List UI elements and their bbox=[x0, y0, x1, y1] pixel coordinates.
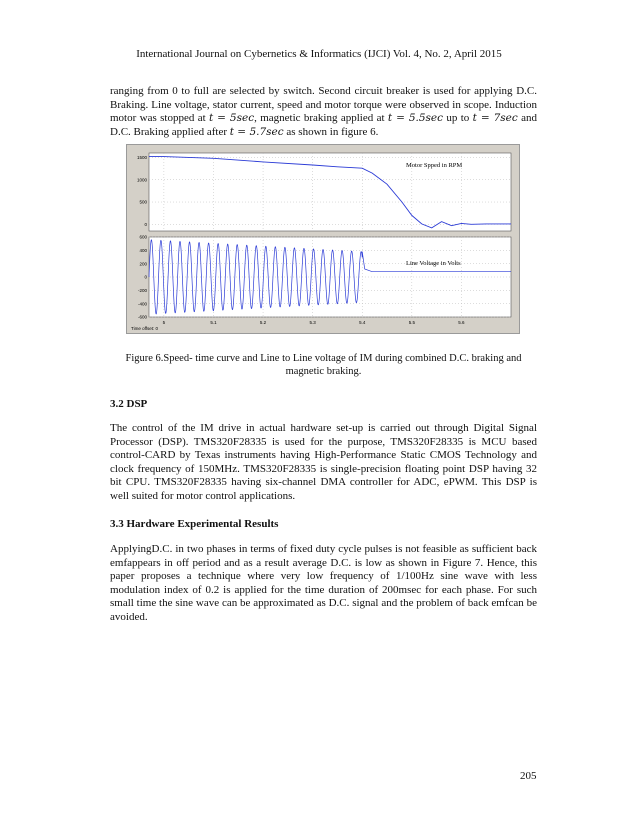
y-tick-label: 0 bbox=[144, 274, 147, 280]
text-run: ranging from 0 to full are selected by switch. Second circuit breaker is used for applying D.C. Braking. Line voltage, stator current, speed and motor torque were observed in scope. Induction motor was stopped at bbox=[110, 85, 537, 125]
y-tick-label: 200 bbox=[139, 261, 147, 267]
intro-paragraph bbox=[110, 85, 537, 139]
y-tick-label: 600 bbox=[139, 234, 147, 240]
time-offset-label: Time offset: 0 bbox=[131, 326, 159, 331]
inline-math: t = 5.5sec bbox=[387, 112, 444, 125]
text-run: , magnetic braking applied at bbox=[254, 112, 388, 125]
inline-math: t = 5.7sec bbox=[229, 125, 284, 138]
panel-label: Motor Spped in RPM bbox=[406, 162, 463, 169]
x-tick-label: 5.1 bbox=[210, 320, 217, 325]
panel-label: Line Voltage in Volts bbox=[406, 260, 461, 267]
y-tick-label: -600 bbox=[137, 314, 147, 320]
y-tick-label: 1500 bbox=[136, 155, 147, 161]
x-tick-label: 5.6 bbox=[458, 320, 465, 325]
page-number: 205 bbox=[520, 770, 537, 782]
figure-6 bbox=[126, 144, 520, 334]
section-hw-heading: 3.3 Hardware Experimental Results bbox=[110, 518, 279, 530]
y-tick-label: 400 bbox=[139, 247, 147, 253]
section-dsp-body: The control of the IM drive in actual hardware set-up is carried out through Digital Signal Processor (DSP). TMS320F28335 is used for the purpose, TMS320F28335 is MCU based control-CARD by Texas instruments having High-Performance Static CMOS Technology and clock frequency of 150MHz. TMS320F28335 is single-precision floating point DSP having 32 bit CPU. TMS320F28335 having six-channel DMA controller for ADC, ePWM. This DSP is well suited for motor control applications. bbox=[110, 422, 537, 502]
x-tick-label: 5 bbox=[162, 320, 166, 325]
text-run: up to bbox=[443, 112, 473, 125]
x-tick-label: 5.4 bbox=[359, 320, 366, 325]
inline-math: t = 5sec bbox=[209, 112, 255, 125]
x-tick-label: 5.2 bbox=[259, 320, 267, 325]
y-tick-label: 500 bbox=[139, 199, 147, 205]
text-run: as shown in figure 6. bbox=[283, 125, 379, 138]
figure-6-plots bbox=[127, 145, 519, 333]
y-tick-label: -200 bbox=[137, 287, 147, 293]
journal-header: International Journal on Cybernetics & Informatics (IJCI) Vol. 4, No. 2, April 2015 bbox=[136, 48, 502, 60]
x-tick-label: 5.5 bbox=[408, 320, 415, 325]
y-tick-label: 0 bbox=[144, 221, 147, 227]
section-hw-body: ApplyingD.C. in two phases in terms of fixed duty cycle pulses is not feasible as sufficient back emfappears in off period and as a result average D.C. is low as shown in Figure 7. Hence, this paper proposes a technique where very low frequency of 1/100Hz sine wave with less modulation index of 0.2 is applied for the time duration of 200msec for each phase. For such small time the sine wave can be approximated as D.C. signal and the problem of back emfcan be avoided. bbox=[110, 543, 537, 623]
figure-caption: Figure 6.Speed- time curve and Line to Line voltage of IM during combined D.C. braking and magnetic braking. bbox=[125, 353, 522, 377]
inline-math: t = 7sec bbox=[472, 112, 518, 125]
x-tick-label: 5.3 bbox=[309, 320, 316, 325]
text-run: and D.C. Braking applied after bbox=[110, 112, 538, 138]
section-dsp-heading: 3.2 DSP bbox=[110, 398, 148, 410]
y-tick-label: 1000 bbox=[136, 177, 147, 183]
y-tick-label: -400 bbox=[137, 301, 147, 307]
